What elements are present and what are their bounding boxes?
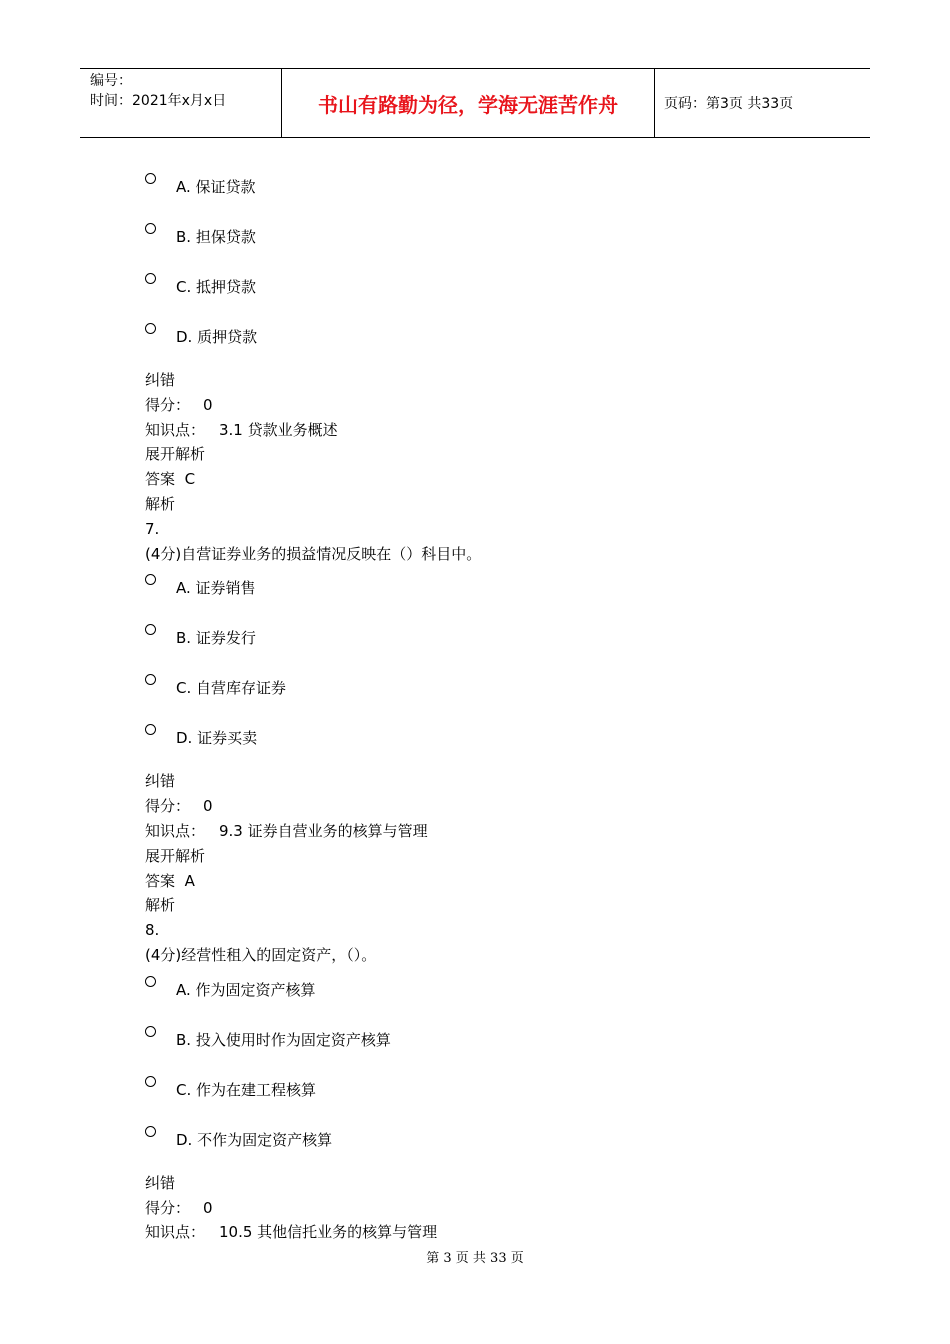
radio-button-icon[interactable] — [145, 1126, 156, 1137]
radio-button-icon[interactable] — [145, 976, 156, 987]
answer-value: A — [184, 871, 195, 890]
time-label: 时间：2021年x月x日 — [90, 93, 227, 109]
radio-button-icon[interactable] — [145, 323, 156, 334]
option-label: D. 质押贷款 — [176, 328, 258, 346]
option-d[interactable] — [145, 318, 845, 368]
page-footer: 第 3 页 共 33 页 — [426, 1251, 524, 1266]
option-c[interactable] — [145, 268, 845, 318]
option-label: B. 证券发行 — [176, 629, 256, 648]
radio-button-icon[interactable] — [145, 624, 156, 635]
answer-value: C — [184, 470, 196, 489]
question-text: (4分)经营性租入的固定资产，（）。 — [145, 945, 377, 964]
option-c[interactable] — [145, 669, 845, 719]
question-block-6 — [145, 168, 845, 517]
number-label: 编号： — [90, 73, 132, 89]
knowledge-line — [145, 418, 845, 443]
answer-label: 答案 — [145, 470, 176, 489]
score-line — [145, 1196, 845, 1221]
header-page-info: 页码：第3页 共33页 — [664, 96, 794, 112]
option-label: D. 证券买卖 — [176, 729, 258, 748]
option-a[interactable] — [145, 168, 845, 218]
knowledge-line — [145, 819, 845, 844]
option-d[interactable] — [145, 719, 845, 769]
question-number: 8. — [145, 921, 160, 940]
analysis-label: 解析 — [145, 494, 176, 513]
correct-error-link[interactable]: 纠错 — [145, 772, 176, 791]
score-value: 0 — [203, 395, 213, 414]
radio-button-icon[interactable] — [145, 724, 156, 735]
radio-button-icon[interactable] — [145, 223, 156, 234]
question-number: 7. — [145, 519, 160, 538]
option-label: C. 抵押贷款 — [176, 278, 257, 296]
option-label: B. 投入使用时作为固定资产核算 — [176, 1030, 391, 1049]
option-label: C. 自营库存证券 — [176, 679, 287, 698]
option-b[interactable] — [145, 619, 845, 669]
correct-error-link[interactable]: 纠错 — [145, 371, 176, 389]
option-d[interactable] — [145, 1121, 845, 1171]
score-line — [145, 794, 845, 819]
expand-analysis-link[interactable]: 展开解析 — [145, 846, 206, 865]
option-b[interactable] — [145, 1021, 845, 1071]
option-b[interactable] — [145, 218, 845, 268]
knowledge-line — [145, 1220, 845, 1245]
radio-button-icon[interactable] — [145, 674, 156, 685]
option-c[interactable] — [145, 1071, 845, 1121]
document-body — [145, 168, 845, 1245]
radio-button-icon[interactable] — [145, 273, 156, 284]
radio-button-icon[interactable] — [145, 1076, 156, 1087]
knowledge-value: 3.1 贷款业务概述 — [219, 420, 338, 439]
option-a[interactable] — [145, 569, 845, 619]
score-line — [145, 393, 845, 418]
score-label: 得分： — [145, 395, 191, 414]
answer-label: 答案 — [145, 871, 176, 890]
question-block-8 — [145, 918, 845, 1245]
radio-button-icon[interactable] — [145, 1026, 156, 1037]
page-header — [80, 68, 870, 138]
correct-error-link[interactable]: 纠错 — [145, 1173, 176, 1192]
knowledge-value: 9.3 证券自营业务的核算与管理 — [219, 821, 428, 840]
option-label: D. 不作为固定资产核算 — [176, 1130, 333, 1149]
knowledge-label: 知识点： — [145, 821, 206, 840]
knowledge-label: 知识点： — [145, 1223, 206, 1242]
score-value: 0 — [203, 1198, 213, 1217]
knowledge-label: 知识点： — [145, 420, 206, 439]
radio-button-icon[interactable] — [145, 574, 156, 585]
score-label: 得分： — [145, 797, 191, 816]
answer-line — [145, 467, 845, 492]
expand-analysis-link[interactable]: 展开解析 — [145, 445, 206, 464]
header-motto: 书山有路勤为径，学海无涯苦作舟 — [282, 69, 655, 137]
question-text: (4分)自营证券业务的损益情况反映在（）科目中。 — [145, 544, 482, 563]
analysis-label: 解析 — [145, 896, 176, 915]
score-label: 得分： — [145, 1198, 191, 1217]
option-a[interactable] — [145, 971, 845, 1021]
header-meta — [80, 69, 282, 137]
radio-button-icon[interactable] — [145, 173, 156, 184]
answer-line — [145, 869, 845, 894]
question-block-7 — [145, 517, 845, 918]
option-label: C. 作为在建工程核算 — [176, 1080, 317, 1099]
option-label: B. 担保贷款 — [176, 228, 256, 246]
option-label: A. 作为固定资产核算 — [176, 980, 316, 999]
score-value: 0 — [203, 797, 213, 816]
option-label: A. 证券销售 — [176, 579, 256, 598]
knowledge-value: 10.5 其他信托业务的核算与管理 — [219, 1223, 438, 1242]
option-label: A. 保证贷款 — [176, 178, 256, 196]
